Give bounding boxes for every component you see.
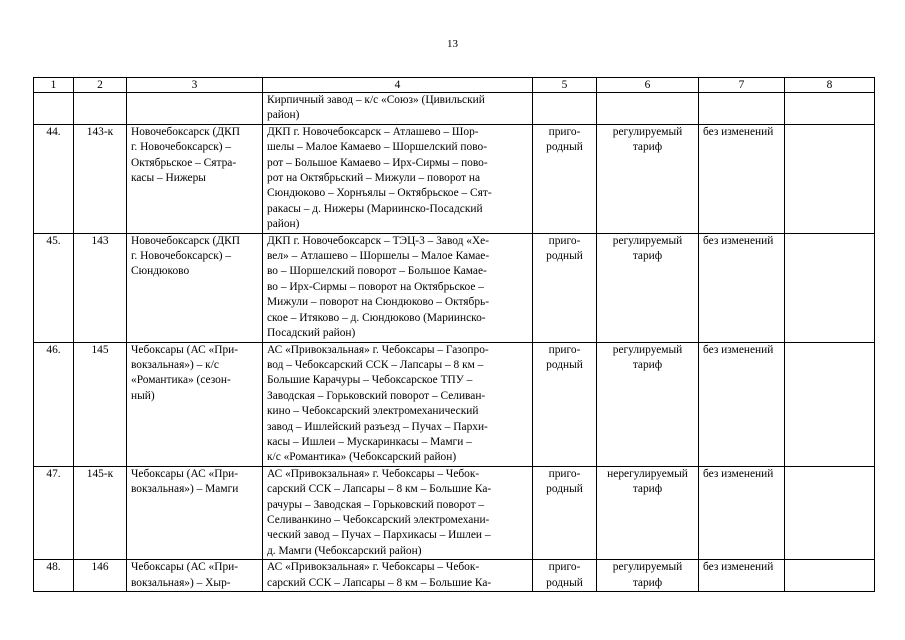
- route-number-text: 146: [91, 561, 109, 574]
- note-cell: [785, 233, 875, 342]
- column-header: 2: [74, 78, 127, 93]
- route-type: [533, 233, 597, 342]
- column-header: 4: [263, 78, 533, 93]
- tariff-type: [597, 560, 699, 592]
- route-type-text: приго- родный: [546, 343, 583, 371]
- route-type: [533, 93, 597, 125]
- tariff-type-text: регулируемый тариф: [612, 125, 683, 154]
- note-cell: [785, 560, 875, 592]
- route-path: [263, 342, 533, 466]
- route-name: [127, 560, 263, 592]
- route-name-text: Новочебоксарск (ДКП г. Новочебоксарск) – Сюндюково: [131, 234, 240, 278]
- route-path: [263, 560, 533, 592]
- change-status-text: без изменений: [703, 467, 774, 480]
- note-cell: [785, 466, 875, 559]
- route-name: [127, 93, 263, 125]
- route-type: [533, 124, 597, 233]
- table-row: [34, 466, 875, 559]
- note-cell: [785, 93, 875, 125]
- route-type-text: приго- родный: [546, 561, 583, 589]
- route-number: [74, 560, 127, 592]
- route-path-text: ДКП г. Новочебоксарск – ТЭЦ-3 – Завод «Хе- вел» – Атлашево – Шоршелы – Малое Камае- во – Шоршелский поворот – Большое Камае- во – Ирх-Сирмы – поворот на Октябрьское – Мижули – поворот на Сюндюково – Октябрь- ское – Итяково – д. Сюндюково (Мариинско- Посадский район): [267, 234, 490, 340]
- route-type: [533, 466, 597, 559]
- route-name-text: Чебоксары (АС «При- вокзальная») – Хыр-: [131, 561, 239, 589]
- table-row: [34, 560, 875, 592]
- tariff-type: [597, 342, 699, 466]
- tariff-type: [597, 124, 699, 233]
- route-name-text: Новочебоксарск (ДКП г. Новочебоксарск) – Октябрьское – Сятра- касы – Нижеры: [131, 125, 240, 185]
- route-type-text: приго- родный: [546, 234, 583, 263]
- route-number: [74, 233, 127, 342]
- column-header: 1: [34, 78, 74, 93]
- route-number: [74, 466, 127, 559]
- route-type: [533, 560, 597, 592]
- route-number-text: 143-к: [86, 125, 114, 138]
- change-status: [699, 560, 785, 592]
- column-header: 7: [699, 78, 785, 93]
- row-number-text: 48.: [46, 561, 61, 574]
- row-number: [34, 233, 74, 342]
- route-type-text: приго- родный: [546, 125, 583, 154]
- route-name: [127, 342, 263, 466]
- column-header: 5: [533, 78, 597, 93]
- route-name: [127, 233, 263, 342]
- row-number-text: 44.: [46, 125, 61, 138]
- tariff-type-text: регулируемый тариф: [612, 343, 683, 371]
- change-status-text: без изменений: [703, 125, 774, 138]
- change-status: [699, 93, 785, 125]
- change-status: [699, 124, 785, 233]
- route-path: [263, 466, 533, 559]
- tariff-type: [597, 466, 699, 559]
- route-type-text: приго- родный: [546, 467, 583, 496]
- row-number: [34, 466, 74, 559]
- column-header: 3: [127, 78, 263, 93]
- change-status-text: без изменений: [703, 343, 774, 356]
- row-number: [34, 342, 74, 466]
- table-row: [34, 124, 875, 233]
- row-number: [34, 93, 74, 125]
- route-number-text: 143: [91, 234, 109, 247]
- change-status: [699, 342, 785, 466]
- route-path: [263, 124, 533, 233]
- page-number: 13: [447, 38, 458, 50]
- route-path: [263, 233, 533, 342]
- route-path-text: ДКП г. Новочебоксарск – Атлашево – Шор- шелы – Малое Камаево – Шоршелский пово- рот – Большое Камаево – Ирх-Сирмы – пово- рот на Октябрьский – Мижули – поворот на Сюндюково – Хорнъялы – Октябрьское – Сят- ракасы – д. Нижеры (Мариинско-Посадский район): [267, 125, 492, 231]
- route-name-text: Чебоксары (АС «При- вокзальная») – Мамги: [131, 467, 239, 496]
- route-number-text: 145-к: [86, 467, 114, 480]
- route-type: [533, 342, 597, 466]
- table-row: [34, 233, 875, 342]
- row-number-text: 47.: [46, 467, 61, 480]
- tariff-type: [597, 233, 699, 342]
- change-status: [699, 466, 785, 559]
- route-name: [127, 124, 263, 233]
- column-header: 8: [785, 78, 875, 93]
- change-status-text: без изменений: [703, 234, 774, 247]
- route-path-text: АС «Привокзальная» г. Чебоксары – Чебок- сарский ССК – Лапсары – 8 км – Большие Ка-: [267, 561, 492, 589]
- route-number: [74, 342, 127, 466]
- tariff-type: [597, 93, 699, 125]
- change-status: [699, 233, 785, 342]
- route-number-text: 145: [91, 343, 109, 356]
- row-number-text: 46.: [46, 343, 61, 356]
- note-cell: [785, 124, 875, 233]
- column-header: 6: [597, 78, 699, 93]
- route-path-text: Кирпичный завод – к/с «Союз» (Цивильский район): [267, 94, 485, 122]
- table-row: [34, 342, 875, 466]
- header-row: [34, 78, 875, 93]
- route-path-text: АС «Привокзальная» г. Чебоксары – Чебок- сарский ССК – Лапсары – 8 км – Большие Ка- рачуры – Заводская – Горьковский поворот – Селиванкино – Чебоксарский электромехани- ческий завод – Пучах – Пархикасы – Ишлеи – д. Мамги (Чебоксарский район): [267, 467, 492, 557]
- tariff-type-text: регулируемый тариф: [612, 561, 683, 589]
- change-status-text: без изменений: [703, 561, 774, 574]
- tariff-type-text: регулируемый тариф: [612, 234, 683, 263]
- route-path-text: АС «Привокзальная» г. Чебоксары – Газопро- вод – Чебоксарский ССК – Лапсары – 8 км – Большие Карачуры – Чебоксарское ТПУ – Заводская – Горьковский поворот – Селиван- кино – Чебоксарский электромеханический завод – Ишлейский разъезд – Пучах – Пархи- касы – Ишлеи – Мускаринкасы – Мамги – к/с «Романтика» (Чебоксарский район): [267, 343, 489, 464]
- note-cell: [785, 342, 875, 466]
- route-name: [127, 466, 263, 559]
- route-number: [74, 124, 127, 233]
- route-path: [263, 93, 533, 125]
- row-number: [34, 560, 74, 592]
- route-name-text: Чебоксары (АС «При- вокзальная») – к/с «Романтика» (сезон- ный): [131, 343, 239, 402]
- table-row: [34, 93, 875, 125]
- route-number: [74, 93, 127, 125]
- row-number-text: 45.: [46, 234, 61, 247]
- row-number: [34, 124, 74, 233]
- tariff-type-text: нерегулируемый тариф: [607, 467, 688, 496]
- routes-table: [33, 77, 875, 592]
